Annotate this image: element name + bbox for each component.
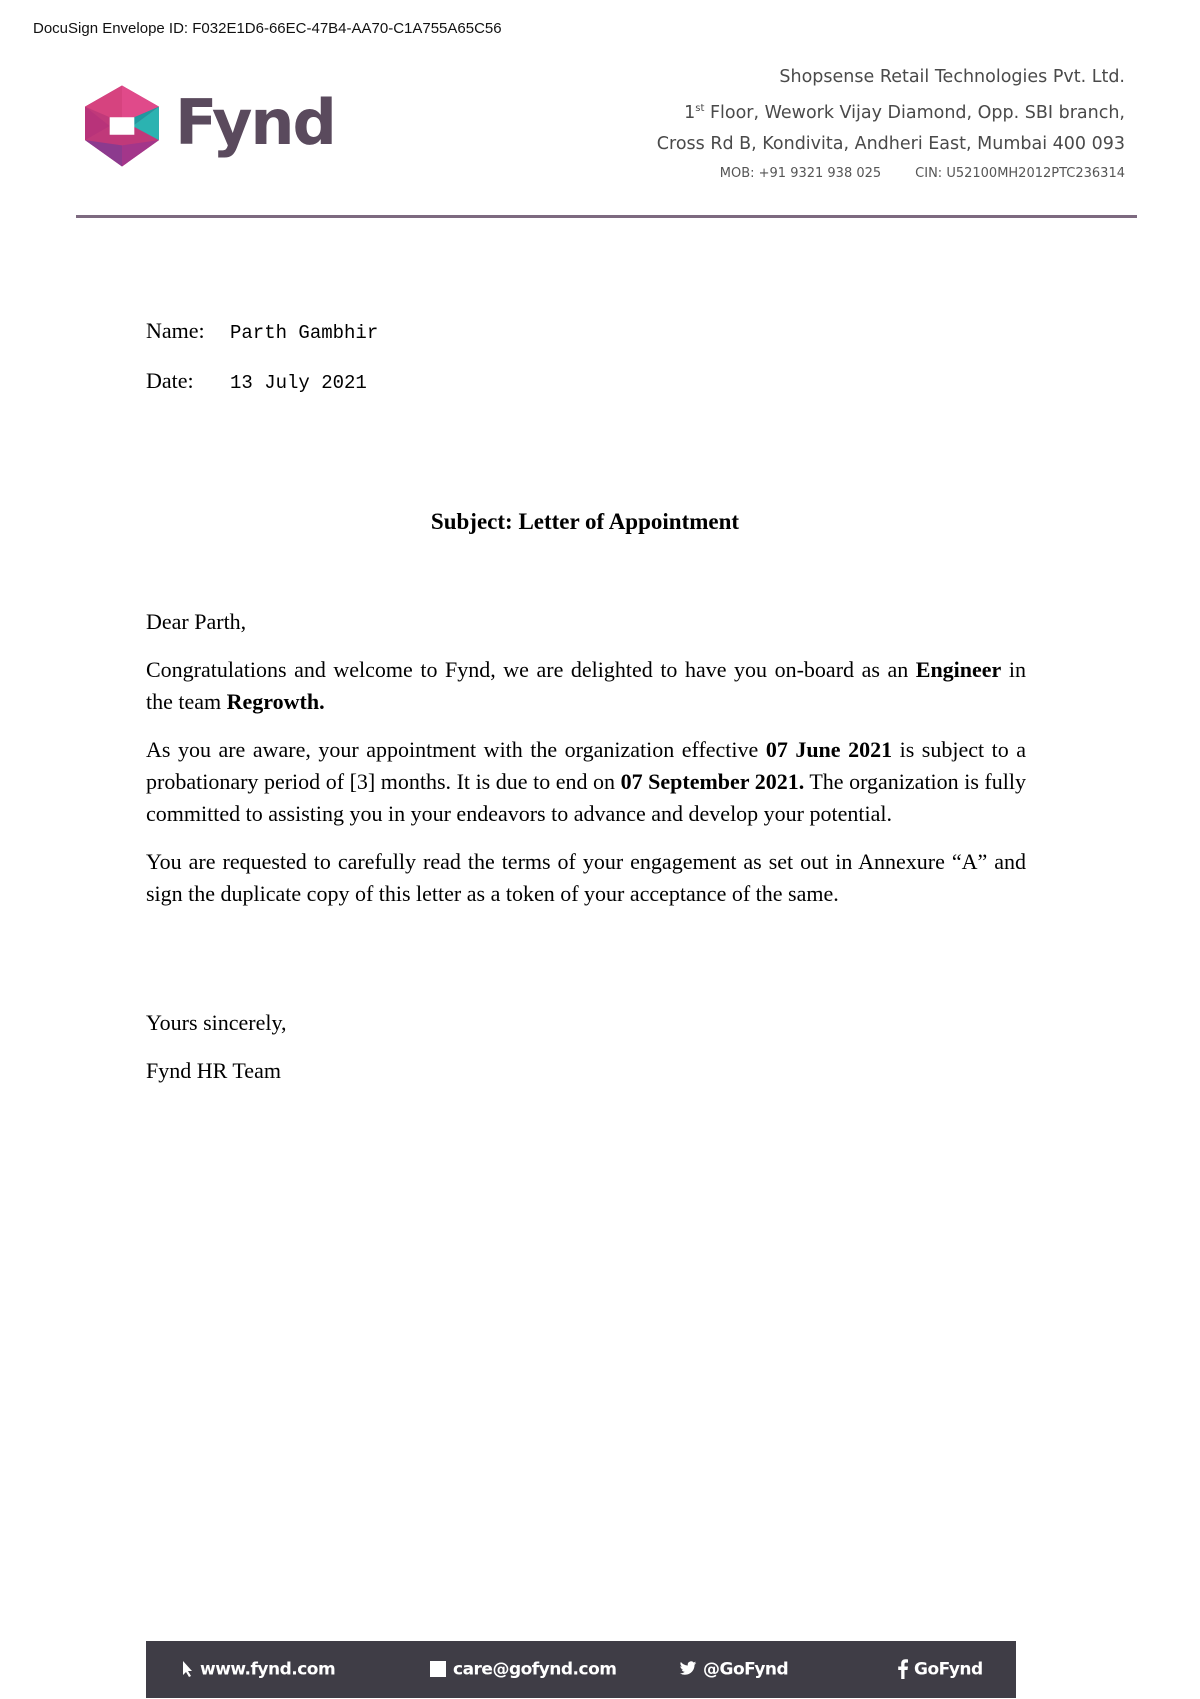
team: Regrowth. xyxy=(226,689,325,714)
footer-website[interactable]: www.fynd.com xyxy=(182,1641,335,1698)
cursor-icon xyxy=(182,1641,194,1698)
footer-email[interactable]: care@gofynd.com xyxy=(429,1641,617,1698)
facebook-icon xyxy=(898,1641,908,1698)
name-label: Name: xyxy=(146,318,205,343)
signature: Fynd HR Team xyxy=(146,1058,281,1083)
start-date: 07 June 2021 xyxy=(765,737,893,762)
letter-subject: Subject: Letter of Appointment xyxy=(430,509,740,534)
company-name: Shopsense Retail Technologies Pvt. Ltd. xyxy=(779,67,1125,87)
address-line-2: Cross Rd B, Kondivita, Andheri East, Mumbai 400 093 xyxy=(656,133,1125,154)
role: Engineer xyxy=(915,657,1002,682)
fynd-logo xyxy=(78,82,378,172)
footer-twitter[interactable]: @GoFynd xyxy=(679,1641,788,1698)
name-field xyxy=(146,318,378,344)
address-line-1: 1st Floor, Wework Vijay Diamond, Opp. SBI branch, xyxy=(684,102,1125,123)
paragraph-probation: As you are aware, your appointment with the organization effective 07 June 2021 is subject to a probationary period of [3] months. It is due to end on 07 September 2021. The organization is fully committed to assisting you in your endeavors to advance and develop your potential. xyxy=(146,737,1026,826)
footer-facebook[interactable]: GoFynd xyxy=(898,1641,983,1698)
letter-body xyxy=(146,606,1026,926)
company-contacts xyxy=(657,166,1125,181)
envelope-icon xyxy=(429,1641,447,1698)
footer-bar xyxy=(146,1641,1016,1698)
greeting: Dear Parth, xyxy=(146,609,247,634)
fynd-wordmark: Fynd xyxy=(175,86,335,159)
company-cin: CIN: U52100MH2012PTC236314 xyxy=(915,165,1125,181)
company-mobile: MOB: +91 9321 938 025 xyxy=(719,165,882,181)
date-field xyxy=(146,368,367,394)
paragraph-terms: You are requested to carefully read the terms of your engagement as set out in Annexure “A” and sign the duplicate copy of this letter as a token of your acceptance of the same. xyxy=(146,849,1026,906)
date-value: 13 July 2021 xyxy=(230,372,367,394)
name-value: Parth Gambhir xyxy=(230,322,379,344)
company-address-block xyxy=(657,62,1125,181)
date-label: Date: xyxy=(146,368,194,393)
docusign-envelope-id: DocuSign Envelope ID: F032E1D6-66EC-47B4-AA70-C1A755A65C56 xyxy=(33,20,502,37)
paragraph-welcome: Congratulations and welcome to Fynd, we are delighted to have you on-board as an Engineer in the team Regrowth. xyxy=(146,657,1026,714)
fynd-logo-icon xyxy=(78,82,166,170)
closing: Yours sincerely, xyxy=(146,1010,287,1035)
header-divider xyxy=(76,215,1137,218)
twitter-icon xyxy=(679,1641,697,1698)
end-date: 07 September 2021. xyxy=(620,769,805,794)
